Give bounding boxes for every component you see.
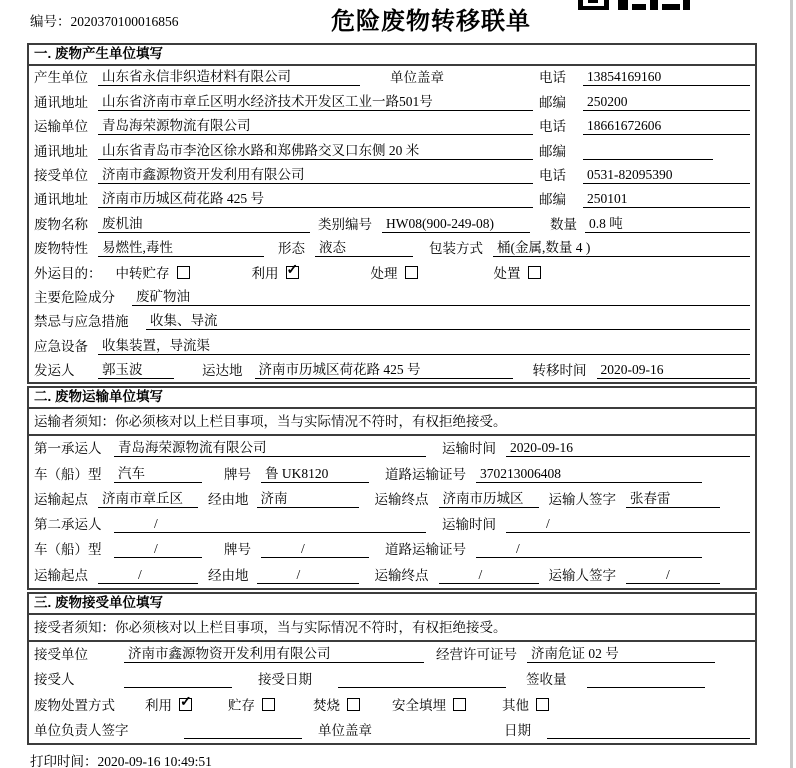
waste-form-value: 液态	[315, 236, 413, 257]
transporter-address-right	[539, 140, 750, 160]
plate2-label: 牌号	[224, 542, 251, 558]
checkbox-dispose-icon	[528, 266, 541, 279]
transfer-time-value: 2020-09-16	[597, 362, 751, 379]
vehicle2-type-value: /	[114, 541, 202, 558]
second-carrier-row	[29, 512, 755, 537]
signed-qty-label: 签收量	[526, 672, 567, 688]
waste-pack-value: 桶(金属,数量 4 )	[493, 236, 750, 257]
route1-end-value: 济南市历城区	[439, 487, 539, 508]
serial-value: 2020370100016856	[70, 14, 179, 29]
transporter-value: 青岛海荣源物流有限公司	[98, 114, 533, 135]
section-transporter	[27, 386, 757, 590]
receiver-phone-value: 0531-82095390	[583, 167, 750, 184]
receiver-zip-label: 邮编	[539, 192, 566, 208]
receiver-phone-label: 电话	[539, 167, 566, 183]
purpose-label: 外运目的：	[34, 265, 102, 281]
emergency-measures-label: 禁忌与应急措施	[34, 314, 129, 330]
responsible-sign-row	[29, 718, 755, 743]
receiver-address-value: 济南市历城区荷花路 425 号	[98, 187, 533, 208]
plate1-label: 牌号	[224, 466, 251, 482]
checkbox-disposal-recycle-icon	[179, 698, 192, 711]
emergency-equipment-row	[29, 334, 755, 358]
print-time-value: 2020-09-16 10:49:51	[97, 754, 212, 768]
route1-sign-value: 张春雷	[626, 487, 720, 508]
accept-unit-label: 接受单位	[34, 647, 88, 663]
disposal-option-storage	[228, 694, 275, 714]
plate1-value: 鲁 UK8120	[261, 462, 369, 483]
print-time-line	[30, 750, 212, 768]
signed-qty-value	[587, 671, 706, 688]
route1-start-value: 济南市章丘区	[98, 487, 198, 508]
route1-row	[29, 487, 755, 512]
shipper-value: 郭玉波	[98, 358, 174, 379]
producer-label: 产生单位	[34, 70, 88, 86]
disposal-option-recycle	[145, 694, 192, 714]
transporter-notice: 运输者须知：你必须核对以上栏目事项，当与实际情况不符时，有权拒绝接受。	[29, 409, 755, 436]
checkbox-treat-icon	[405, 266, 418, 279]
route2-via-value: /	[257, 567, 359, 584]
sign-date-label: 日期	[504, 722, 531, 738]
waste-qty-label: 数量	[550, 216, 577, 232]
receiver-left	[34, 163, 539, 184]
producer-zip-value: 250200	[583, 94, 750, 111]
accept-unit-row	[29, 642, 755, 667]
acceptor-row	[29, 667, 755, 692]
section1-header: 一. 废物产生单位填写	[29, 45, 755, 66]
vehicle1-row	[29, 461, 755, 486]
accept-date-label: 接受日期	[258, 672, 312, 688]
waste-qty-value: 0.8 吨	[585, 212, 750, 233]
route2-end-value: /	[439, 567, 539, 584]
purpose-option-treat-label: 处理	[370, 265, 398, 281]
license-value: 济南危证 02 号	[527, 642, 715, 663]
producer-value: 山东省永信非织造材料有限公司	[98, 65, 360, 86]
checkbox-disposal-incinerate-icon	[347, 698, 360, 711]
disposal-option-other-label: 其他	[502, 697, 529, 713]
transporter-address-row	[29, 139, 755, 163]
producer-zip-label: 邮编	[539, 94, 566, 110]
producer-row	[29, 66, 755, 90]
serial-number-line	[30, 10, 179, 30]
hazard-components-row	[29, 286, 755, 310]
page-edge-line	[790, 0, 793, 768]
disposal-option-storage-label: 贮存	[228, 697, 255, 713]
transporter-address-value: 山东省青岛市李沧区徐水路和郑佛路交叉口东侧 20 米	[98, 139, 533, 160]
producer-phone-value: 13854169160	[583, 69, 750, 86]
emergency-equipment-value: 收集装置，导流渠	[98, 334, 750, 355]
route2-sign-label: 运输人签字	[548, 567, 616, 583]
vehicle1-type-label: 车（船）型	[34, 466, 102, 482]
license-label: 经营许可证号	[436, 647, 517, 663]
waste-form-label: 形态	[278, 241, 305, 257]
transport-time2-value: /	[506, 516, 750, 533]
route1-sign-label: 运输人签字	[548, 491, 616, 507]
disposal-method-row	[29, 692, 755, 717]
waste-props-value: 易燃性,毒性	[98, 236, 264, 257]
accept-date-value	[338, 671, 506, 688]
disposal-option-recycle-label: 利用	[145, 697, 172, 713]
qr-code-icon	[578, 0, 690, 11]
road-permit1-value: 370213006408	[476, 466, 702, 483]
first-carrier-row	[29, 436, 755, 461]
disposal-option-other	[502, 694, 549, 714]
purpose-option-dispose	[494, 262, 541, 282]
section-producer	[27, 43, 757, 384]
producer-phone-label: 电话	[539, 70, 566, 86]
print-time-label: 打印时间：	[30, 754, 98, 768]
receiver-label: 接受单位	[34, 167, 88, 183]
producer-address-value: 山东省济南市章丘区明水经济技术开发区工业一路501号	[98, 90, 533, 111]
checkbox-disposal-other-icon	[536, 698, 549, 711]
disposal-option-incinerate-label: 焚烧	[313, 697, 340, 713]
transporter-address-label: 通讯地址	[34, 143, 88, 159]
transporter-phone-label: 电话	[539, 119, 566, 135]
vehicle1-type-value: 汽车	[114, 462, 202, 483]
disposal-option-landfill	[392, 694, 466, 714]
waste-pack-label: 包装方式	[429, 241, 483, 257]
waste-props-row	[29, 237, 755, 261]
shipper-label: 发运人	[34, 363, 75, 379]
section3-header: 三. 废物接受单位填写	[29, 594, 755, 615]
route2-end-label: 运输终点	[374, 567, 429, 583]
unit-seal-label: 单位盖章	[390, 70, 444, 86]
producer-address-label: 通讯地址	[34, 94, 88, 110]
shipper-row	[29, 359, 755, 383]
destination-label: 运达地	[202, 363, 243, 379]
outbound-purpose-row	[29, 261, 755, 285]
route2-start-label: 运输起点	[34, 567, 88, 583]
route2-start-value: /	[98, 567, 198, 584]
checkbox-recycle-icon	[286, 266, 299, 279]
route1-via-label: 经由地	[208, 491, 249, 507]
receiver-row	[29, 164, 755, 188]
page-title: 危险废物转移联单	[331, 9, 531, 35]
purpose-option-recycle-label: 利用	[251, 265, 279, 281]
section2-header: 二. 废物运输单位填写	[29, 388, 755, 409]
receiver-value: 济南市鑫源物资开发利用有限公司	[98, 163, 533, 184]
route1-via-value: 济南	[257, 487, 359, 508]
transporter-zip-value	[583, 143, 713, 160]
receiver-address-right	[539, 188, 750, 208]
responsible-sign-value	[184, 722, 302, 739]
purpose-option-dispose-label: 处置	[493, 265, 521, 281]
receiver-address-label: 通讯地址	[34, 192, 88, 208]
disposal-option-landfill-label: 安全填埋	[392, 697, 446, 713]
producer-left	[34, 65, 539, 86]
purpose-option-transfer-storage	[116, 262, 190, 282]
receiver-notice: 接受者须知：你必须核对以上栏目事项，当与实际情况不符时，有权拒绝接受。	[29, 615, 755, 642]
sign-date-value	[547, 722, 750, 739]
purpose-option-treat	[371, 262, 418, 282]
transport-time1-value: 2020-09-16	[506, 440, 750, 457]
transporter-phone-value: 18661672606	[583, 118, 750, 135]
road-permit1-label: 道路运输证号	[385, 466, 466, 482]
responsible-sign-label: 单位负责人签字	[34, 722, 129, 738]
first-carrier-label: 第一承运人	[34, 441, 102, 457]
emergency-equipment-label: 应急设备	[34, 338, 88, 354]
unit-seal2-label: 单位盖章	[318, 722, 372, 738]
transporter-left	[34, 114, 539, 135]
acceptor-value	[124, 671, 232, 688]
disposal-method-label: 废物处置方式	[34, 697, 115, 713]
purpose-option-transfer-storage-label: 中转贮存	[115, 265, 170, 281]
hazard-components-label: 主要危险成分	[34, 289, 115, 305]
section-receiver	[27, 592, 757, 745]
purpose-option-recycle	[252, 262, 299, 282]
emergency-measures-row	[29, 310, 755, 334]
producer-address-row	[29, 90, 755, 114]
transfer-time-label: 转移时间	[532, 363, 587, 379]
transporter-address-left	[34, 139, 539, 160]
road-permit2-label: 道路运输证号	[385, 542, 466, 558]
road-permit2-value: /	[476, 541, 702, 558]
checkbox-transfer-storage-icon	[177, 266, 190, 279]
transport-time1-label: 运输时间	[442, 441, 496, 457]
acceptor-label: 接受人	[34, 672, 75, 688]
route2-via-label: 经由地	[208, 567, 249, 583]
transporter-row	[29, 115, 755, 139]
waste-name-value: 废机油	[98, 212, 310, 233]
second-carrier-value: /	[114, 516, 426, 533]
disposal-option-incinerate	[313, 694, 360, 714]
route2-row	[29, 562, 755, 587]
plate2-value: /	[261, 541, 369, 558]
checkbox-disposal-landfill-icon	[453, 698, 466, 711]
transporter-label: 运输单位	[34, 119, 88, 135]
receiver-right	[539, 164, 750, 184]
vehicle2-row	[29, 537, 755, 562]
transport-time2-label: 运输时间	[442, 517, 496, 533]
checkbox-disposal-storage-icon	[262, 698, 275, 711]
producer-address-left	[34, 90, 539, 111]
route1-start-label: 运输起点	[34, 491, 88, 507]
serial-label: 编号：	[30, 14, 71, 29]
waste-props-label: 废物特性	[34, 241, 88, 257]
waste-code-value: HW08(900-249-08)	[382, 216, 530, 233]
waste-name-row	[29, 212, 755, 236]
accept-unit-value: 济南市鑫源物资开发利用有限公司	[124, 642, 424, 663]
destination-value: 济南市历城区荷花路 425 号	[255, 358, 513, 379]
receiver-address-row	[29, 188, 755, 212]
route2-sign-value: /	[626, 567, 720, 584]
route1-end-label: 运输终点	[374, 491, 429, 507]
hazard-components-value: 废矿物油	[132, 285, 750, 306]
producer-address-right	[539, 91, 750, 111]
waste-name-label: 废物名称	[34, 216, 88, 232]
receiver-address-left	[34, 187, 539, 208]
transporter-right	[539, 115, 750, 135]
emergency-measures-value: 收集、导流	[146, 309, 750, 330]
transporter-zip-label: 邮编	[539, 143, 566, 159]
receiver-zip-value: 250101	[583, 191, 750, 208]
producer-right	[539, 66, 750, 86]
vehicle2-type-label: 车（船）型	[34, 542, 102, 558]
waste-code-label: 类别编号	[318, 216, 372, 232]
second-carrier-label: 第二承运人	[34, 517, 102, 533]
first-carrier-value: 青岛海荣源物流有限公司	[114, 436, 426, 457]
